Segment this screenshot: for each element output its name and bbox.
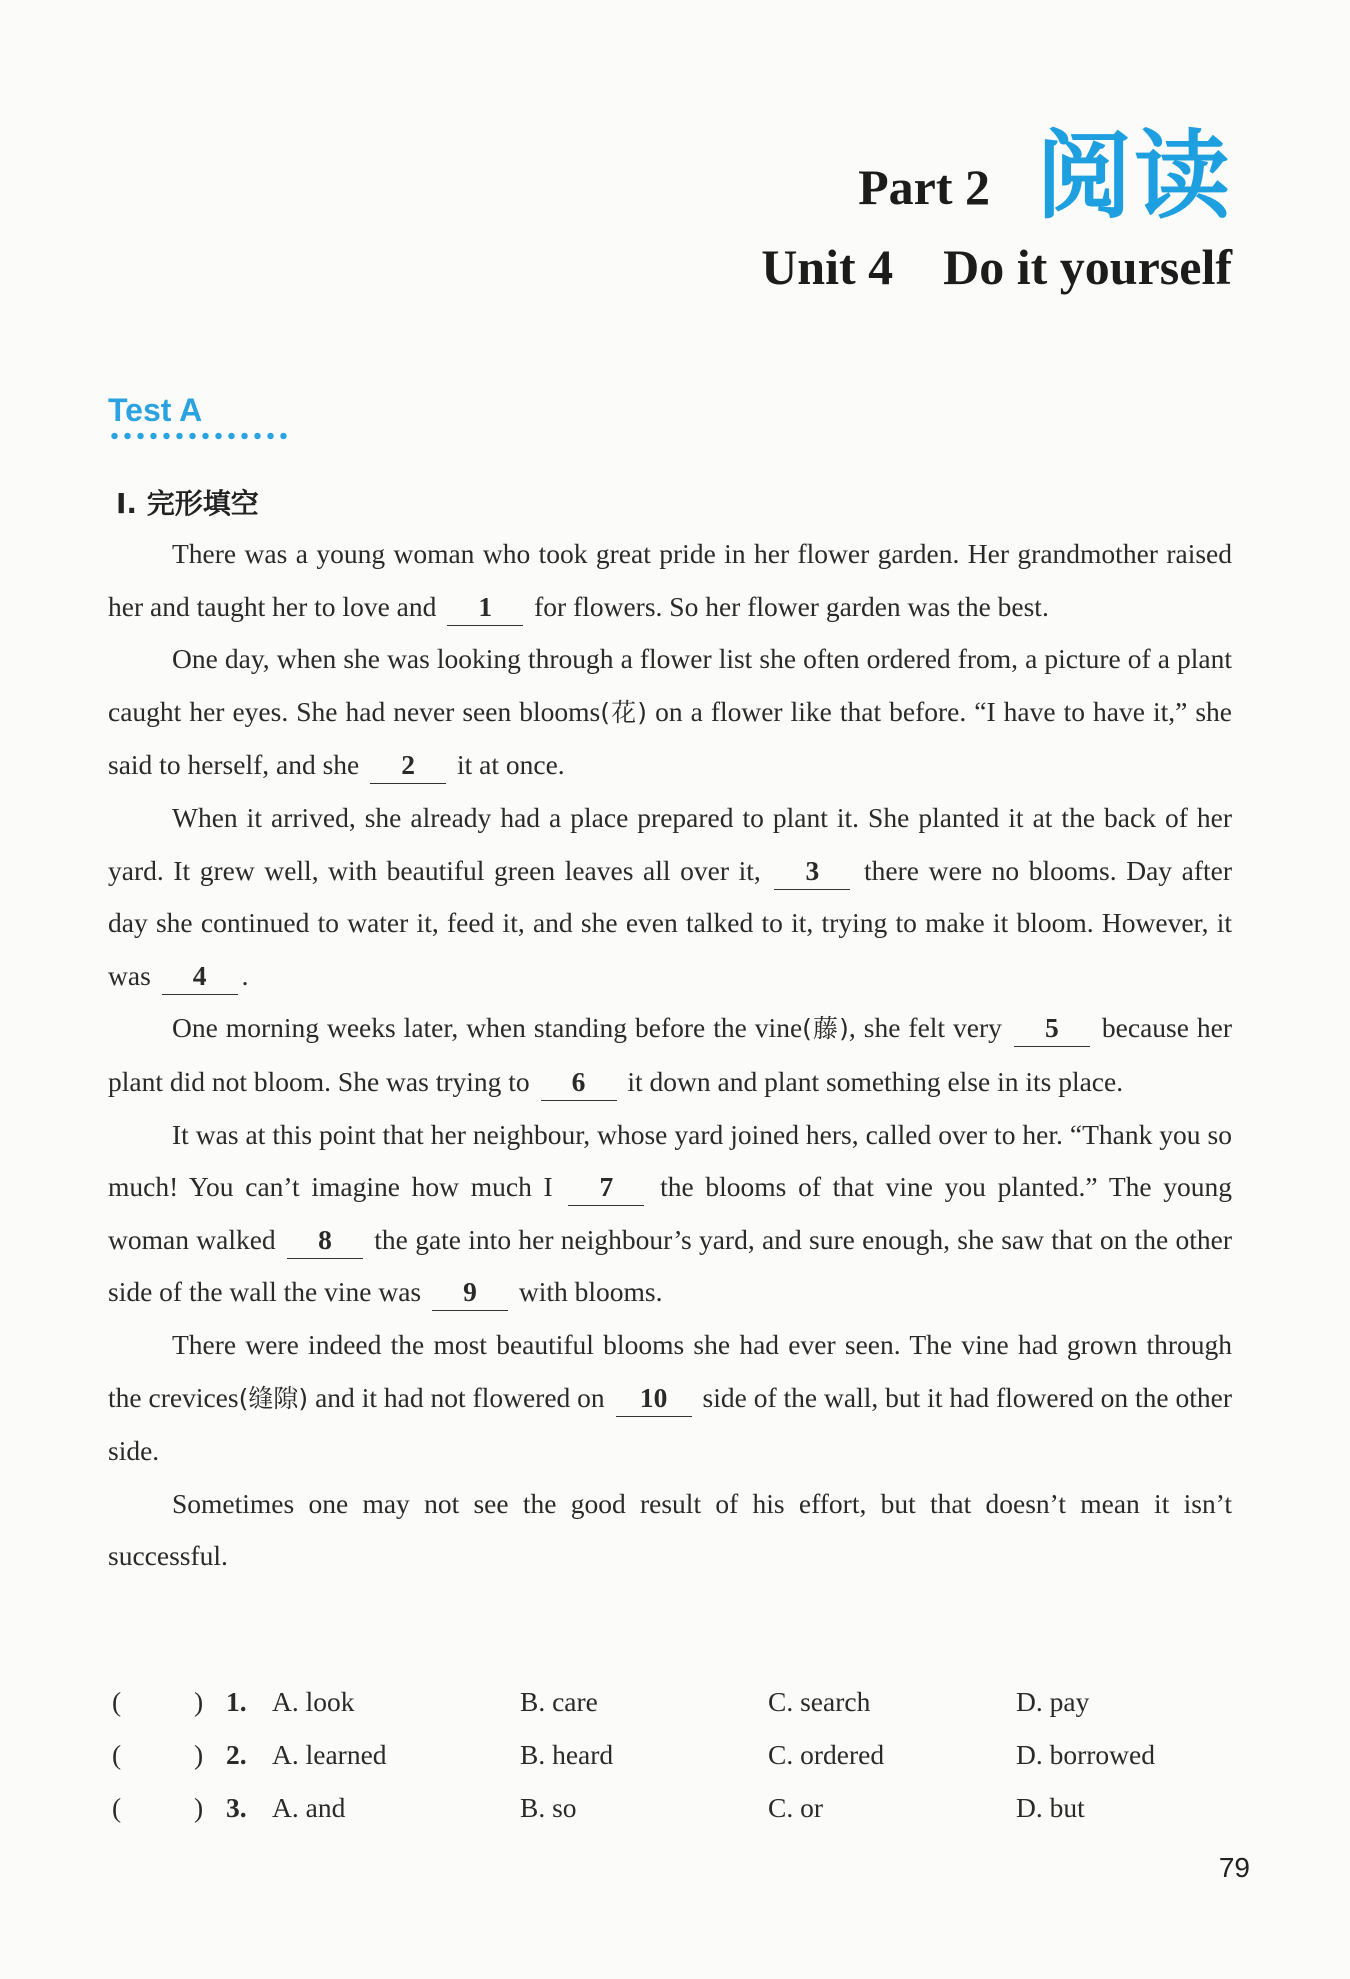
part-line — [761, 120, 1232, 232]
option-b[interactable]: B. heard — [520, 1739, 614, 1770]
question-row — [108, 1686, 1232, 1739]
paragraph-4 — [108, 1002, 1232, 1108]
passage-text: One morning weeks later, when standing before the vine — [172, 1012, 803, 1044]
passage-text: . — [241, 959, 249, 991]
passage-text: Sometimes one may not see the good result of his effort, but that doesn’t mean it isn’t successful. — [108, 1487, 1232, 1572]
answer-paren-close: ) — [194, 1686, 204, 1717]
question-row — [108, 1739, 1232, 1792]
passage-text: the gate into her neighbour’s yard, and sure enough, she saw that on the other side of the wall the vine was — [108, 1223, 1233, 1308]
question-number: 1. — [226, 1686, 247, 1717]
blank-5[interactable]: 5 — [1014, 1010, 1090, 1047]
section-title: Ⅰ. 完形填空 — [116, 487, 259, 520]
blank-10[interactable]: 10 — [616, 1380, 692, 1417]
paragraph-6 — [108, 1319, 1232, 1478]
passage-text: on a flower like that before. “I have to have it,” she said to herself, and she — [108, 695, 1232, 781]
blank-3[interactable]: 3 — [774, 853, 850, 890]
passage-text: When it arrived, she already had a place prepared to plant it. She planted it at the back of her yard. It grew well, with beautiful green leaves all over it, — [108, 801, 1232, 886]
passage-text: because her plant did not bloom. She was trying to — [108, 1012, 1233, 1097]
passage-text: , she felt very — [848, 1012, 1002, 1044]
unit-title: Unit 4 Do it yourself — [761, 239, 1232, 295]
blank-1[interactable]: 1 — [447, 589, 523, 626]
option-d[interactable]: D. borrowed — [1016, 1739, 1155, 1770]
blank-6[interactable]: 6 — [541, 1064, 617, 1101]
question-row — [108, 1792, 1232, 1845]
answer-paren-open: ( — [112, 1686, 122, 1717]
question-number: 3. — [226, 1792, 247, 1823]
passage-text: and it had not flowered on — [315, 1381, 605, 1413]
paragraph-2 — [108, 633, 1232, 792]
passage-text: There were indeed the most beautiful blooms she had ever seen. The vine had grown through the crevices — [108, 1328, 1232, 1413]
question-list — [108, 1686, 1232, 1845]
passage-text: there were no blooms. Day after day she continued to water it, feed it, and she even talked to it, trying to make it bloom. However, it was — [108, 854, 1233, 991]
part-cn-title: 阅读 — [1036, 120, 1232, 232]
paragraph-7 — [108, 1478, 1232, 1583]
question-number: 2. — [226, 1739, 247, 1770]
test-title: Test A — [108, 392, 203, 428]
blank-8[interactable]: 8 — [287, 1222, 363, 1259]
part-label: Part 2 — [858, 159, 990, 215]
option-b[interactable]: B. care — [520, 1686, 598, 1717]
paragraph-1 — [108, 528, 1232, 633]
blank-4[interactable]: 4 — [162, 958, 238, 995]
passage-text: with blooms. — [518, 1276, 663, 1308]
answer-paren-open: ( — [112, 1739, 122, 1770]
option-a[interactable]: A. learned — [272, 1739, 387, 1770]
option-a[interactable]: A. and — [272, 1792, 346, 1823]
option-d[interactable]: D. but — [1016, 1792, 1085, 1823]
option-c[interactable]: C. search — [768, 1686, 871, 1717]
option-a[interactable]: A. look — [272, 1686, 355, 1717]
paragraph-5 — [108, 1109, 1232, 1319]
answer-paren-open: ( — [112, 1792, 122, 1823]
passage-text: it down and plant something else in its place. — [627, 1065, 1124, 1097]
option-c[interactable]: C. or — [768, 1792, 823, 1823]
passage-text: There was a young woman who took great pride in her flower garden. Her grandmother raised her and taught her to love and — [108, 538, 1232, 622]
test-title-dots — [108, 432, 288, 440]
blank-2[interactable]: 2 — [370, 747, 446, 784]
option-b[interactable]: B. so — [520, 1792, 577, 1823]
chinese-gloss: (藤) — [802, 1014, 849, 1044]
paragraph-3 — [108, 792, 1232, 1002]
chinese-gloss: (缝隙) — [238, 1383, 309, 1413]
blank-7[interactable]: 7 — [568, 1169, 644, 1206]
passage-text: it at once. — [457, 749, 565, 781]
passage-text: the blooms of that vine you planted.” The young woman walked — [108, 1171, 1233, 1255]
blank-9[interactable]: 9 — [432, 1274, 508, 1311]
passage-text: One day, when she was looking through a flower list she often ordered from, a picture of a plant caught her eyes. She had never seen blooms — [108, 643, 1232, 727]
page-number: 79 — [1218, 1852, 1250, 1883]
answer-paren-close: ) — [194, 1739, 204, 1770]
chinese-gloss: (花) — [600, 697, 648, 727]
passage-text: for flowers. So her flower garden was the best. — [534, 590, 1049, 622]
passage-text: side of the wall, but it had flowered on the other side. — [108, 1381, 1233, 1467]
cloze-passage — [108, 528, 1232, 1583]
answer-paren-close: ) — [194, 1792, 204, 1823]
page-header — [761, 120, 1232, 296]
option-d[interactable]: D. pay — [1016, 1686, 1090, 1717]
passage-text: It was at this point that her neighbour, whose yard joined hers, called over to her. “Thank you so much! You can’t imagine how much I — [108, 1118, 1232, 1203]
option-c[interactable]: C. ordered — [768, 1739, 885, 1770]
